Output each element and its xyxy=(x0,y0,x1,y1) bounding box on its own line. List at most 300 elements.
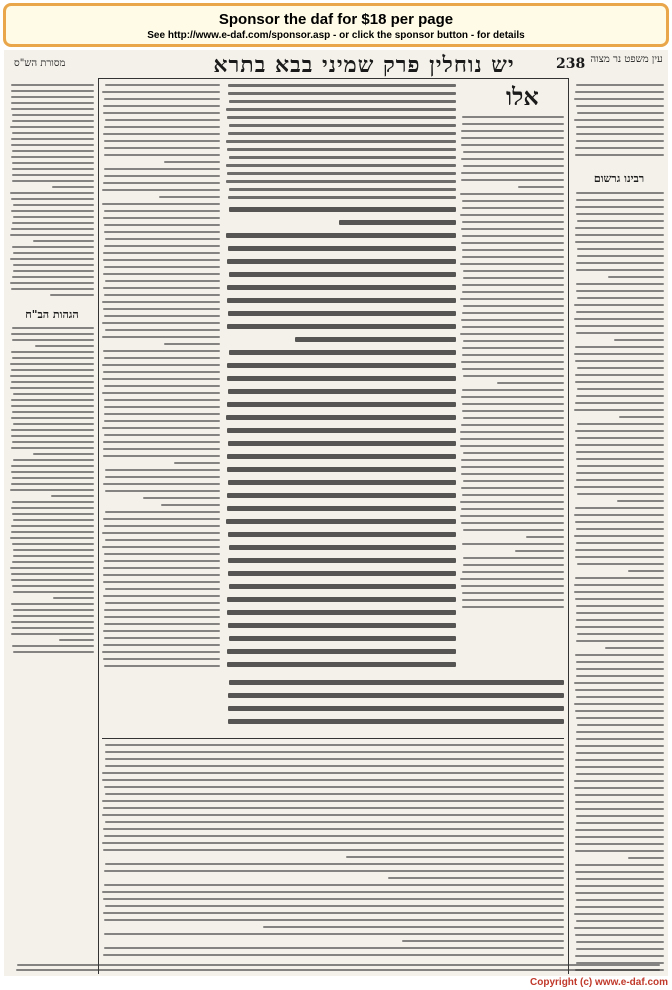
ein-mishpat-column xyxy=(574,82,664,162)
text-line xyxy=(227,285,456,290)
text-line xyxy=(102,800,564,802)
text-line xyxy=(575,521,664,523)
text-line xyxy=(105,765,564,767)
rabbeinu-gershom-title: רבינו גרשום xyxy=(593,172,645,185)
text-line xyxy=(460,501,564,503)
text-line xyxy=(628,857,664,859)
text-line xyxy=(463,529,564,531)
text-line xyxy=(11,573,94,575)
text-line xyxy=(102,651,220,653)
text-line xyxy=(103,273,220,275)
text-line xyxy=(462,235,564,237)
text-line xyxy=(576,773,664,775)
text-line xyxy=(462,543,564,545)
text-line xyxy=(102,814,564,816)
text-line xyxy=(576,528,664,530)
text-line xyxy=(577,255,664,257)
text-line xyxy=(102,364,220,366)
text-line xyxy=(575,829,664,831)
sponsor-banner[interactable] xyxy=(3,3,669,47)
text-line xyxy=(104,266,220,268)
text-line xyxy=(575,430,664,432)
text-line xyxy=(103,567,220,569)
text-line xyxy=(574,409,664,411)
text-line xyxy=(574,98,664,100)
text-line xyxy=(576,269,664,271)
text-line xyxy=(11,399,94,401)
text-line xyxy=(574,787,664,789)
text-line xyxy=(104,420,220,422)
text-line xyxy=(33,240,94,242)
text-line xyxy=(576,612,664,614)
text-line xyxy=(461,179,564,181)
text-line xyxy=(515,550,564,552)
text-line xyxy=(52,186,94,188)
text-line xyxy=(229,636,456,641)
text-line xyxy=(576,332,664,334)
ein-mishpat-label: עין משפט נר מצוה xyxy=(590,54,663,65)
text-line xyxy=(619,416,664,418)
text-line xyxy=(576,213,664,215)
text-line xyxy=(103,807,564,809)
text-line xyxy=(104,231,220,233)
text-line xyxy=(11,228,94,230)
text-line xyxy=(227,428,456,433)
text-line xyxy=(102,392,220,394)
text-line xyxy=(575,227,664,229)
text-line xyxy=(576,878,664,880)
text-line xyxy=(104,357,220,359)
text-line xyxy=(576,262,664,264)
text-line xyxy=(105,280,220,282)
text-line xyxy=(10,282,94,284)
text-line xyxy=(575,710,664,712)
text-line xyxy=(462,326,564,328)
text-line xyxy=(460,263,564,265)
text-line xyxy=(460,193,564,195)
text-line xyxy=(575,745,664,747)
text-line xyxy=(460,515,564,517)
text-line xyxy=(575,374,664,376)
text-line xyxy=(103,105,220,107)
text-line xyxy=(102,322,220,324)
text-line xyxy=(10,375,94,377)
text-line xyxy=(104,245,220,247)
text-line xyxy=(104,525,220,527)
text-line xyxy=(463,452,564,454)
text-line xyxy=(461,424,564,426)
text-line xyxy=(576,283,664,285)
text-line xyxy=(104,665,220,667)
text-line xyxy=(575,871,664,873)
text-line xyxy=(12,327,94,329)
text-line xyxy=(575,402,664,404)
text-line xyxy=(227,376,456,381)
text-line xyxy=(35,345,94,347)
text-line xyxy=(577,388,664,390)
text-line xyxy=(228,558,456,563)
text-line xyxy=(228,196,456,199)
text-line xyxy=(462,284,564,286)
text-line xyxy=(575,234,664,236)
text-line xyxy=(105,539,220,541)
text-line xyxy=(105,863,564,865)
sponsor-subtitle[interactable]: See http://www.e-daf.com/sponsor.asp - or click the sponsor button - for details xyxy=(147,30,525,41)
text-line xyxy=(574,318,664,320)
text-line xyxy=(11,483,94,485)
text-line xyxy=(11,138,95,140)
text-line xyxy=(575,934,664,936)
text-line xyxy=(104,224,220,226)
text-line xyxy=(463,270,564,272)
page-header xyxy=(4,50,668,78)
text-line xyxy=(462,599,564,601)
text-line xyxy=(574,682,664,684)
text-line xyxy=(104,315,220,317)
text-line xyxy=(574,353,664,355)
text-line xyxy=(103,518,220,520)
text-line xyxy=(577,493,664,495)
text-line xyxy=(12,114,94,116)
text-line xyxy=(575,808,664,810)
text-line xyxy=(463,480,564,482)
text-line xyxy=(164,161,220,163)
text-line xyxy=(463,557,564,559)
text-line xyxy=(461,137,564,139)
text-line xyxy=(608,276,664,278)
text-line xyxy=(575,759,664,761)
text-line xyxy=(576,458,664,460)
text-line xyxy=(577,563,664,565)
text-line xyxy=(105,602,220,604)
text-line xyxy=(575,689,664,691)
text-line xyxy=(12,132,94,134)
text-line xyxy=(104,609,220,611)
text-line xyxy=(12,477,94,479)
text-line xyxy=(17,964,660,966)
text-line xyxy=(103,441,220,443)
text-line xyxy=(575,91,664,93)
text-line xyxy=(104,147,220,149)
text-line xyxy=(462,494,564,496)
text-line xyxy=(103,483,220,485)
text-line xyxy=(226,108,456,111)
text-line xyxy=(463,305,564,307)
text-line xyxy=(577,724,664,726)
gemara-main-text xyxy=(226,205,456,675)
text-line xyxy=(105,751,564,753)
text-line xyxy=(105,793,564,795)
text-line xyxy=(574,780,664,782)
text-line xyxy=(462,200,564,202)
text-line xyxy=(463,564,564,566)
text-line xyxy=(576,920,664,922)
hagahot-column xyxy=(10,325,94,655)
text-line xyxy=(103,455,220,457)
text-line xyxy=(13,609,94,611)
text-line xyxy=(143,497,220,499)
text-line xyxy=(576,899,664,901)
text-line xyxy=(10,387,94,389)
text-line xyxy=(16,969,660,971)
text-line xyxy=(575,794,664,796)
text-line xyxy=(463,417,564,419)
text-line xyxy=(605,647,664,649)
text-line xyxy=(576,140,664,142)
text-line xyxy=(460,298,564,300)
text-line xyxy=(574,535,664,537)
text-line xyxy=(576,133,664,135)
text-line xyxy=(576,542,664,544)
text-line xyxy=(461,158,564,160)
text-line xyxy=(10,258,94,260)
text-line xyxy=(227,148,456,151)
text-line xyxy=(577,112,664,114)
text-line xyxy=(11,579,94,581)
text-line xyxy=(576,675,664,677)
text-line xyxy=(11,333,94,335)
chapter-title: יש נוחלין פרק שמיני בבא בתרא xyxy=(213,52,515,78)
text-line xyxy=(229,545,456,550)
text-line xyxy=(12,339,94,341)
text-line xyxy=(226,164,456,167)
text-line xyxy=(103,595,220,597)
text-line xyxy=(575,360,664,362)
text-line xyxy=(227,662,456,667)
text-line xyxy=(575,955,664,957)
text-line xyxy=(617,500,664,502)
text-line xyxy=(103,644,220,646)
text-line xyxy=(105,588,220,590)
text-line xyxy=(105,511,220,513)
text-line xyxy=(575,843,664,845)
text-line xyxy=(12,513,95,515)
text-line xyxy=(576,717,664,719)
text-line xyxy=(104,637,220,639)
text-line xyxy=(463,165,564,167)
text-line xyxy=(575,598,664,600)
text-line xyxy=(228,706,564,711)
text-line xyxy=(461,466,564,468)
text-line xyxy=(576,619,664,621)
text-line xyxy=(577,465,664,467)
text-line xyxy=(576,738,664,740)
text-line xyxy=(577,437,664,439)
text-line xyxy=(105,329,220,331)
text-line xyxy=(12,246,94,248)
text-line xyxy=(574,703,664,705)
text-line xyxy=(462,347,564,349)
text-line xyxy=(228,311,456,316)
text-line xyxy=(228,532,456,537)
text-line xyxy=(575,626,664,628)
text-line xyxy=(575,206,664,208)
text-line xyxy=(12,180,94,182)
text-line xyxy=(463,151,564,153)
text-line xyxy=(576,752,664,754)
text-line xyxy=(574,119,664,121)
text-line xyxy=(462,403,564,405)
text-line xyxy=(575,766,664,768)
text-line xyxy=(105,821,564,823)
text-line xyxy=(575,325,664,327)
text-line xyxy=(13,519,94,521)
text-line xyxy=(105,744,564,746)
text-line xyxy=(104,870,564,872)
text-line xyxy=(104,399,220,401)
sponsor-title[interactable]: Sponsor the daf for $18 per page xyxy=(218,11,454,28)
text-line xyxy=(576,479,664,481)
text-line xyxy=(11,465,94,467)
text-line xyxy=(103,630,220,632)
text-line xyxy=(227,597,456,602)
text-line xyxy=(11,531,94,533)
text-line xyxy=(103,350,220,352)
text-line xyxy=(575,577,664,579)
text-line xyxy=(226,140,456,143)
text-line xyxy=(104,947,564,949)
text-line xyxy=(11,288,94,290)
text-line xyxy=(229,156,456,159)
text-line xyxy=(576,84,664,86)
text-line xyxy=(164,343,220,345)
text-line xyxy=(13,393,94,395)
text-line xyxy=(227,324,456,329)
text-line xyxy=(11,210,94,212)
commentary-left-column xyxy=(102,82,220,668)
text-line xyxy=(104,616,220,618)
text-line xyxy=(461,228,564,230)
text-line xyxy=(11,471,94,473)
text-line xyxy=(463,340,564,342)
text-line xyxy=(11,90,94,92)
text-line xyxy=(576,472,664,474)
text-line xyxy=(575,836,664,838)
text-line xyxy=(10,567,94,569)
text-line xyxy=(461,585,564,587)
text-line xyxy=(226,180,456,183)
text-line xyxy=(11,603,94,605)
text-line xyxy=(13,549,94,551)
text-line xyxy=(12,561,94,563)
text-line xyxy=(104,210,220,212)
text-line xyxy=(462,207,564,209)
text-line xyxy=(102,189,220,191)
text-line xyxy=(461,172,564,174)
text-line xyxy=(104,406,220,408)
text-line xyxy=(228,246,456,251)
text-line xyxy=(104,175,220,177)
text-line xyxy=(574,304,664,306)
text-line xyxy=(577,220,664,222)
text-line xyxy=(575,892,664,894)
text-line xyxy=(11,633,94,635)
text-line xyxy=(12,162,94,164)
text-line xyxy=(462,606,564,608)
commentary-right-column xyxy=(460,114,564,614)
text-line xyxy=(228,571,456,576)
text-line xyxy=(12,543,94,545)
text-line xyxy=(11,447,94,449)
text-line xyxy=(227,454,456,459)
text-line xyxy=(576,640,664,642)
text-line xyxy=(13,423,94,425)
text-line xyxy=(11,507,94,509)
text-line xyxy=(577,423,664,425)
text-line xyxy=(228,719,564,724)
text-line xyxy=(11,156,94,158)
text-line xyxy=(229,100,456,103)
text-line xyxy=(227,402,456,407)
text-line xyxy=(576,822,664,824)
text-line xyxy=(13,555,94,557)
text-line xyxy=(576,941,664,943)
text-line xyxy=(103,898,564,900)
text-line xyxy=(576,311,664,313)
text-line xyxy=(263,926,564,928)
text-line xyxy=(575,654,664,656)
text-line xyxy=(575,154,664,156)
text-line xyxy=(462,312,564,314)
text-line xyxy=(104,98,220,100)
text-line xyxy=(228,84,456,87)
text-line xyxy=(102,772,564,774)
text-line xyxy=(577,633,664,635)
text-line xyxy=(13,270,94,272)
text-line xyxy=(104,413,220,415)
text-line xyxy=(104,140,220,142)
text-line xyxy=(11,417,94,419)
text-line xyxy=(462,116,564,118)
header-rule xyxy=(98,78,568,79)
text-line xyxy=(103,259,220,261)
text-line xyxy=(11,405,94,407)
text-line xyxy=(574,584,664,586)
text-line xyxy=(295,337,456,342)
text-line xyxy=(226,519,456,524)
text-line xyxy=(575,801,664,803)
text-line xyxy=(103,954,564,956)
text-line xyxy=(13,204,94,206)
text-line xyxy=(614,339,664,341)
text-line xyxy=(12,645,94,647)
outer-rule-right xyxy=(568,78,569,974)
text-line xyxy=(159,196,220,198)
text-line xyxy=(11,369,94,371)
text-line xyxy=(12,168,94,170)
text-line xyxy=(51,495,94,497)
text-line xyxy=(12,357,94,359)
text-line xyxy=(575,241,664,243)
text-line xyxy=(575,556,664,558)
text-line xyxy=(105,476,220,478)
text-line xyxy=(229,272,456,277)
text-line xyxy=(461,396,564,398)
text-line xyxy=(12,150,94,152)
text-line xyxy=(460,431,564,433)
text-line xyxy=(104,919,564,921)
text-line xyxy=(13,591,94,593)
text-line xyxy=(462,368,564,370)
text-line xyxy=(10,234,94,236)
text-line xyxy=(461,522,564,524)
text-line xyxy=(526,536,564,538)
text-line xyxy=(228,480,456,485)
text-line xyxy=(105,238,220,240)
text-line xyxy=(461,144,564,146)
text-line xyxy=(227,116,456,119)
text-line xyxy=(227,259,456,264)
